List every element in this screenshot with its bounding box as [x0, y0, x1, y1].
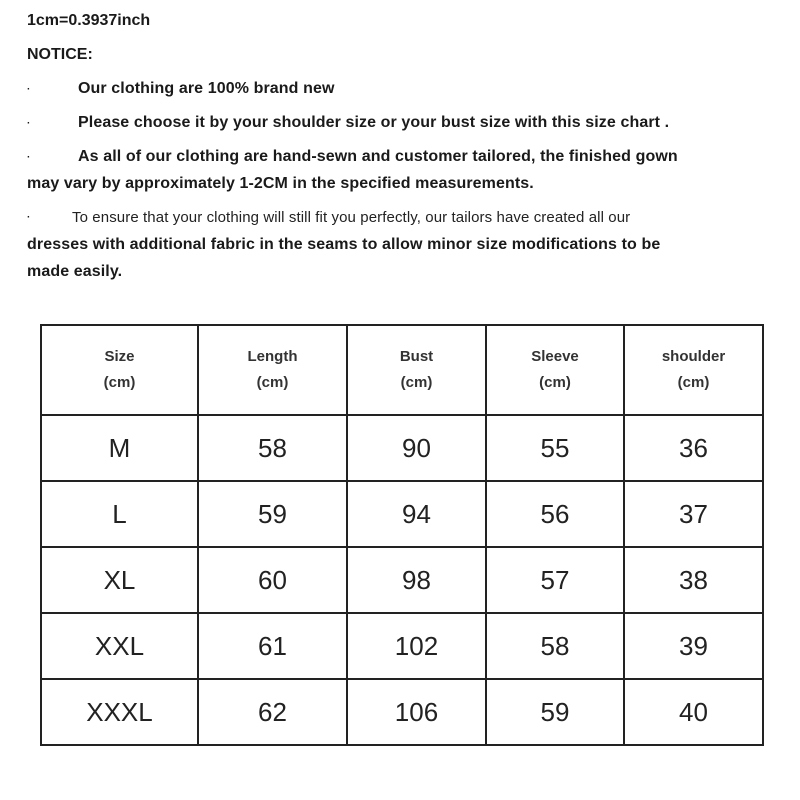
- table-row: [41, 481, 763, 547]
- header-size-unit: (cm): [103, 374, 136, 391]
- notice-4-text-line3: made easily.: [27, 263, 123, 280]
- header-length-label: Length: [247, 348, 298, 365]
- cell-length: 61: [198, 613, 347, 679]
- header-length-unit: (cm): [256, 374, 289, 391]
- cell-bust: 98: [347, 547, 486, 613]
- header-shoulder: [624, 325, 763, 415]
- table-header-row: [41, 325, 763, 415]
- header-shoulder-unit: (cm): [677, 374, 710, 391]
- cell-size: XXL: [41, 613, 198, 679]
- bullet-4: ·: [27, 212, 31, 223]
- cell-bust: 102: [347, 613, 486, 679]
- notice-1-text: Our clothing are 100% brand new: [78, 80, 335, 97]
- cell-size: M: [41, 415, 198, 481]
- header-bust-unit: (cm): [400, 374, 433, 391]
- cell-shoulder: 37: [624, 481, 763, 547]
- header-size-label: Size: [104, 348, 135, 365]
- cell-length: 59: [198, 481, 347, 547]
- size-chart-table: [40, 324, 764, 746]
- notice-3-text-line1: As all of our clothing are hand-sewn and customer tailored, the finished gown: [78, 148, 678, 165]
- header-bust-label: Bust: [399, 348, 434, 365]
- cell-sleeve: 57: [486, 547, 624, 613]
- header-size: [41, 325, 198, 415]
- table-row: [41, 415, 763, 481]
- table-row: [41, 547, 763, 613]
- notice-3-text-line2: may vary by approximately 1-2CM in the specified measurements.: [27, 175, 534, 192]
- cell-shoulder: 38: [624, 547, 763, 613]
- cell-shoulder: 39: [624, 613, 763, 679]
- unit-conversion-text: 1cm=0.3937inch: [27, 12, 151, 29]
- cell-bust: 106: [347, 679, 486, 745]
- header-shoulder-label: shoulder: [661, 348, 726, 365]
- bullet-1: ·: [27, 84, 31, 95]
- notice-4-text-line2: dresses with additional fabric in the seams to allow minor size modifications to be: [27, 236, 661, 253]
- notice-4-text-line1: To ensure that your clothing will still fit you perfectly, our tailors have created all our: [72, 209, 631, 226]
- cell-shoulder: 36: [624, 415, 763, 481]
- cell-bust: 90: [347, 415, 486, 481]
- cell-sleeve: 58: [486, 613, 624, 679]
- notice-2-text: Please choose it by your shoulder size or your bust size with this size chart .: [78, 114, 670, 131]
- header-sleeve-unit: (cm): [539, 374, 571, 391]
- bullet-3: ·: [27, 152, 31, 163]
- header-sleeve: [486, 325, 624, 415]
- cell-bust: 94: [347, 481, 486, 547]
- cell-shoulder: 40: [624, 679, 763, 745]
- cell-sleeve: 55: [486, 415, 624, 481]
- cell-length: 62: [198, 679, 347, 745]
- header-sleeve-label: Sleeve: [531, 348, 579, 365]
- cell-size: XXXL: [41, 679, 198, 745]
- cell-sleeve: 56: [486, 481, 624, 547]
- cell-size: XL: [41, 547, 198, 613]
- table-row: [41, 679, 763, 745]
- header-bust: [347, 325, 486, 415]
- header-length: [198, 325, 347, 415]
- cell-length: 60: [198, 547, 347, 613]
- cell-length: 58: [198, 415, 347, 481]
- cell-sleeve: 59: [486, 679, 624, 745]
- notice-title: NOTICE:: [27, 46, 93, 63]
- cell-size: L: [41, 481, 198, 547]
- table-row: [41, 613, 763, 679]
- bullet-2: ·: [27, 118, 31, 129]
